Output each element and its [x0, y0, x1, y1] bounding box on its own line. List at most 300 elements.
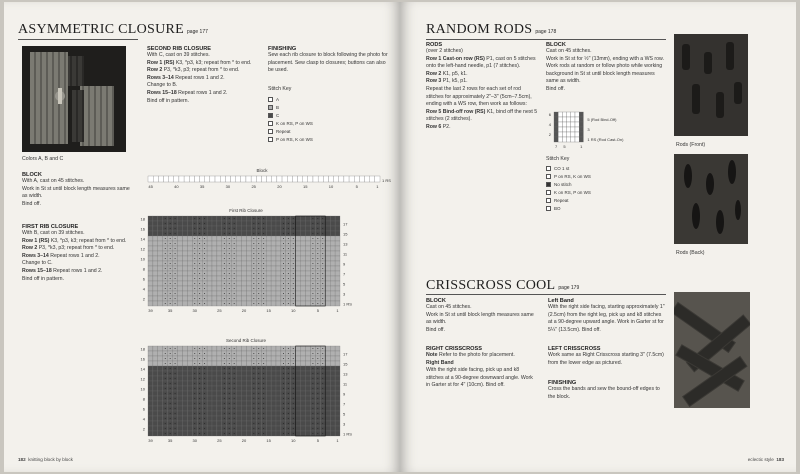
- block-chart-tick-label: 10: [328, 184, 334, 189]
- crisscross-finishing-instructions: [548, 386, 666, 401]
- purl-dot-icon: [229, 278, 230, 279]
- rib-chart-cell: [237, 271, 242, 276]
- purl-dot-icon: [253, 353, 254, 354]
- rib-chart-cell: [207, 301, 212, 306]
- purl-dot-icon: [229, 393, 230, 394]
- rib-chart-cell: [306, 286, 311, 291]
- rib-chart-cell: [276, 366, 281, 371]
- rib-chart-cell: [246, 301, 251, 306]
- rib-chart-cell: [335, 246, 340, 251]
- purl-dot-icon: [317, 218, 318, 219]
- purl-dot-icon: [263, 418, 264, 419]
- block-chart-cell: [153, 176, 158, 182]
- rib-chart-cell: [217, 376, 222, 381]
- rods-front-photo: [674, 34, 748, 136]
- rib-chart-cell: [306, 216, 311, 221]
- rib-chart-cell: [296, 236, 301, 241]
- rib-chart-row-label: 18: [140, 346, 145, 352]
- purl-dot-icon: [229, 298, 230, 299]
- rib-chart-cell: [301, 356, 306, 361]
- block-chart-cell: [236, 176, 241, 182]
- purl-dot-icon: [194, 373, 195, 374]
- stitch-key-item: [546, 197, 656, 205]
- purl-dot-icon: [165, 278, 166, 279]
- rib-chart-cell: [330, 406, 335, 411]
- purl-dot-icon: [322, 228, 323, 229]
- purl-dot-icon: [229, 353, 230, 354]
- purl-dot-icon: [229, 348, 230, 349]
- rods-section: [426, 42, 538, 132]
- rib-chart-cell: [301, 391, 306, 396]
- purl-dot-icon: [317, 248, 318, 249]
- purl-dot-icon: [263, 298, 264, 299]
- rib-chart-row-label: 14: [140, 236, 145, 242]
- purl-dot-icon: [283, 433, 284, 434]
- purl-dot-icon: [170, 263, 171, 264]
- purl-dot-icon: [293, 228, 294, 229]
- left-band-instructions: [548, 304, 666, 334]
- purl-dot-icon: [258, 273, 259, 274]
- rib-chart-cell: [325, 266, 330, 271]
- rib-chart-cell: [217, 426, 222, 431]
- rods-line: Row 5 Bind-off row (RS) K1, bind off the next 5 stitches (2 stitches).: [426, 108, 538, 123]
- rib-chart-cell: [266, 276, 271, 281]
- rib-chart-cell: [187, 411, 192, 416]
- purl-dot-icon: [253, 228, 254, 229]
- stitch-key-swatch-icon: [268, 129, 273, 134]
- rib-chart-cell: [187, 361, 192, 366]
- purl-dot-icon: [234, 293, 235, 294]
- rib-chart-cell: [296, 401, 301, 406]
- purl-dot-icon: [194, 353, 195, 354]
- rib-chart-cell: [271, 266, 276, 271]
- rib-chart-cell: [271, 371, 276, 376]
- purl-dot-icon: [317, 373, 318, 374]
- purl-dot-icon: [170, 373, 171, 374]
- purl-dot-icon: [229, 358, 230, 359]
- purl-dot-icon: [204, 218, 205, 219]
- rib-chart-cell: [276, 416, 281, 421]
- purl-dot-icon: [283, 403, 284, 404]
- purl-dot-icon: [322, 428, 323, 429]
- purl-dot-icon: [199, 253, 200, 254]
- rib-chart-row-label: 8: [142, 266, 145, 272]
- rib-chart-cell: [212, 236, 217, 241]
- purl-dot-icon: [258, 233, 259, 234]
- purl-dot-icon: [317, 303, 318, 304]
- rib-chart-cell: [325, 366, 330, 371]
- purl-dot-icon: [229, 373, 230, 374]
- purl-dot-icon: [322, 383, 323, 384]
- rib-chart-cell: [148, 346, 153, 351]
- rib-chart-cell: [306, 271, 311, 276]
- second-rib-line: Row 1 (RS) K3, *p3, k3; repeat from * to end.: [147, 59, 252, 66]
- stitch-key-item: [268, 112, 388, 120]
- purl-dot-icon: [322, 368, 323, 369]
- rib-chart-cell: [212, 246, 217, 251]
- rib-chart-cell: [335, 271, 340, 276]
- purl-dot-icon: [199, 258, 200, 259]
- block-chart-tick-label: 20: [277, 184, 282, 189]
- purl-dot-icon: [322, 363, 323, 364]
- rib-chart-cell: [325, 346, 330, 351]
- rib-chart-cell: [266, 421, 271, 426]
- purl-dot-icon: [258, 228, 259, 229]
- purl-dot-icon: [175, 298, 176, 299]
- rib-chart-cell: [335, 421, 340, 426]
- rib-chart-cell: [237, 216, 242, 221]
- purl-dot-icon: [322, 373, 323, 374]
- purl-dot-icon: [283, 293, 284, 294]
- rib-chart-cell: [148, 291, 153, 296]
- rib-chart-cell: [217, 241, 222, 246]
- purl-dot-icon: [194, 253, 195, 254]
- purl-dot-icon: [322, 393, 323, 394]
- rods-back-illustration: [674, 154, 748, 244]
- purl-dot-icon: [165, 233, 166, 234]
- purl-dot-icon: [199, 423, 200, 424]
- crisscross-block-section: [426, 298, 538, 334]
- rib-chart-cell: [178, 291, 183, 296]
- purl-dot-icon: [175, 358, 176, 359]
- purl-dot-icon: [293, 243, 294, 244]
- rib-chart-cell: [271, 226, 276, 231]
- rib-chart-cell: [276, 261, 281, 266]
- purl-dot-icon: [253, 248, 254, 249]
- purl-dot-icon: [288, 358, 289, 359]
- rib-chart-cell: [187, 381, 192, 386]
- rib-chart-cell: [207, 291, 212, 296]
- rods-stitch-key: [546, 156, 656, 213]
- purl-dot-icon: [317, 243, 318, 244]
- rib-chart-cell: [335, 386, 340, 391]
- purl-dot-icon: [288, 303, 289, 304]
- rib-chart-cell: [296, 261, 301, 266]
- purl-dot-icon: [283, 243, 284, 244]
- purl-dot-icon: [194, 398, 195, 399]
- purl-dot-icon: [229, 413, 230, 414]
- rib-chart-cell: [178, 361, 183, 366]
- rib-chart-cell: [178, 301, 183, 306]
- rib-chart-cell: [207, 276, 212, 281]
- rib-chart-cell: [217, 301, 222, 306]
- purl-dot-icon: [263, 248, 264, 249]
- title-rule: [426, 39, 666, 40]
- rib-chart-cell: [330, 231, 335, 236]
- rib-chart-cell: [237, 236, 242, 241]
- purl-dot-icon: [253, 373, 254, 374]
- rib-chart-cell: [178, 261, 183, 266]
- title-rule: [18, 39, 138, 40]
- purl-dot-icon: [288, 373, 289, 374]
- rib-chart-cell: [242, 351, 247, 356]
- rib-chart-cell: [148, 376, 153, 381]
- rib-chart-cell: [148, 276, 153, 281]
- purl-dot-icon: [258, 398, 259, 399]
- rib-chart-cell: [237, 366, 242, 371]
- rib-chart-row-label: 13: [343, 241, 348, 247]
- rib-chart-cell: [276, 356, 281, 361]
- purl-dot-icon: [170, 223, 171, 224]
- rib-chart-cell: [242, 291, 247, 296]
- rib-chart-cell: [301, 366, 306, 371]
- purl-dot-icon: [165, 393, 166, 394]
- block-chart: [142, 166, 392, 198]
- block-chart-tick-label: 25: [251, 184, 256, 189]
- purl-dot-icon: [199, 383, 200, 384]
- rib-chart-cell: [217, 221, 222, 226]
- purl-dot-icon: [224, 218, 225, 219]
- rib-chart-cell: [148, 236, 153, 241]
- purl-dot-icon: [317, 288, 318, 289]
- rib-chart-cell: [335, 266, 340, 271]
- purl-dot-icon: [229, 418, 230, 419]
- purl-dot-icon: [293, 293, 294, 294]
- purl-dot-icon: [317, 348, 318, 349]
- rib-chart-row-label: 16: [140, 356, 145, 362]
- purl-dot-icon: [293, 413, 294, 414]
- rod-chart-cell: [571, 137, 575, 142]
- purl-dot-icon: [258, 428, 259, 429]
- rib-chart-cell: [217, 286, 222, 291]
- rib-chart-cell: [335, 416, 340, 421]
- rib-chart-cell: [237, 286, 242, 291]
- rib-chart-cell: [246, 401, 251, 406]
- purl-dot-icon: [253, 398, 254, 399]
- block-chart-cell: [287, 176, 292, 182]
- rib-chart-cell: [178, 236, 183, 241]
- purl-dot-icon: [199, 388, 200, 389]
- purl-dot-icon: [194, 258, 195, 259]
- rods-back-caption: Rods (Back): [676, 250, 705, 256]
- purl-dot-icon: [175, 413, 176, 414]
- block-chart-cell: [205, 176, 210, 182]
- rib-chart-cell: [153, 401, 158, 406]
- rib-chart-cell: [301, 401, 306, 406]
- purl-dot-icon: [258, 248, 259, 249]
- rib-chart-cell: [306, 301, 311, 306]
- purl-dot-icon: [234, 243, 235, 244]
- purl-dot-icon: [224, 433, 225, 434]
- purl-dot-icon: [204, 253, 205, 254]
- purl-dot-icon: [258, 268, 259, 269]
- purl-dot-icon: [253, 388, 254, 389]
- rib-chart-cell: [148, 386, 153, 391]
- rib-chart-cell: [276, 406, 281, 411]
- purl-dot-icon: [234, 368, 235, 369]
- rib-chart-cell: [276, 256, 281, 261]
- purl-dot-icon: [283, 273, 284, 274]
- rib-chart-cell: [237, 396, 242, 401]
- purl-dot-icon: [170, 408, 171, 409]
- rib-chart-cell: [237, 421, 242, 426]
- purl-dot-icon: [263, 423, 264, 424]
- rib-chart-cell: [217, 226, 222, 231]
- purl-dot-icon: [175, 243, 176, 244]
- rib-chart-cell: [212, 271, 217, 276]
- rib-chart-cell: [296, 376, 301, 381]
- purl-dot-icon: [224, 278, 225, 279]
- purl-dot-icon: [165, 303, 166, 304]
- purl-dot-icon: [204, 393, 205, 394]
- rib-chart-cell: [266, 351, 271, 356]
- rib-chart-cell: [325, 301, 330, 306]
- purl-dot-icon: [283, 393, 284, 394]
- rib-chart-cell: [207, 246, 212, 251]
- purl-dot-icon: [204, 348, 205, 349]
- purl-dot-icon: [263, 413, 264, 414]
- block-chart-cell: [251, 176, 256, 182]
- rods-stitch-key-list: [546, 165, 656, 213]
- title-rule: [426, 294, 666, 295]
- rod-chart-tick-label: 1: [580, 144, 583, 149]
- purl-dot-icon: [199, 408, 200, 409]
- stitch-key-label: K on RS, P on WS: [554, 190, 591, 196]
- purl-dot-icon: [170, 358, 171, 359]
- rib-chart-cell: [153, 386, 158, 391]
- rib-chart-cell: [246, 241, 251, 246]
- first-rib-chart-title: First Rib Closure: [229, 208, 263, 213]
- rib-chart-cell: [330, 236, 335, 241]
- rib-chart-cell: [178, 421, 183, 426]
- rib-chart-cell: [325, 296, 330, 301]
- rib-chart-cell: [158, 231, 163, 236]
- rib-chart-cell: [296, 276, 301, 281]
- rib-chart-cell: [212, 416, 217, 421]
- rib-chart-cell: [217, 356, 222, 361]
- purl-dot-icon: [165, 263, 166, 264]
- purl-dot-icon: [258, 403, 259, 404]
- purl-dot-icon: [234, 398, 235, 399]
- stitch-key-swatch-icon: [546, 182, 551, 187]
- rib-chart-cell: [153, 291, 158, 296]
- right-running-head: eclectic style: [747, 457, 774, 462]
- block-chart-grid: [148, 176, 380, 182]
- purl-dot-icon: [199, 293, 200, 294]
- rib-chart-cell: [301, 411, 306, 416]
- rib-chart-cell: [178, 266, 183, 271]
- purl-dot-icon: [258, 238, 259, 239]
- purl-dot-icon: [312, 273, 313, 274]
- rib-chart-cell: [237, 296, 242, 301]
- purl-dot-icon: [322, 298, 323, 299]
- rod-chart-cell: [571, 132, 575, 137]
- purl-dot-icon: [283, 278, 284, 279]
- rib-chart-cell: [306, 236, 311, 241]
- purl-dot-icon: [317, 258, 318, 259]
- rib-chart-cell: [153, 351, 158, 356]
- rib-chart-cell: [217, 401, 222, 406]
- purl-dot-icon: [199, 233, 200, 234]
- purl-dot-icon: [224, 423, 225, 424]
- stitch-key-label: C: [276, 113, 280, 119]
- rib-chart-cell: [158, 386, 163, 391]
- rod-chart-cell: [558, 122, 562, 127]
- purl-dot-icon: [258, 348, 259, 349]
- purl-dot-icon: [234, 258, 235, 259]
- rib-chart-cell: [242, 271, 247, 276]
- purl-dot-icon: [293, 248, 294, 249]
- purl-dot-icon: [234, 273, 235, 274]
- rod-chart-cell: [579, 122, 583, 127]
- rib-chart-cell: [217, 411, 222, 416]
- purl-dot-icon: [204, 243, 205, 244]
- rib-chart-cell: [153, 391, 158, 396]
- stitch-key-label: A: [276, 97, 280, 103]
- purl-dot-icon: [170, 403, 171, 404]
- rods-line: Repeat the last 2 rows for each set of rod stitches for approximately 2"–3" (5cm–7.5cm), ending with a WS row, then work as follows:: [426, 85, 532, 108]
- rib-chart-cell: [212, 406, 217, 411]
- rib-chart-cell: [153, 276, 158, 281]
- stitch-key-swatch-icon: [546, 198, 551, 203]
- purl-dot-icon: [204, 408, 205, 409]
- rib-chart-cell: [246, 291, 251, 296]
- rib-chart-cell: [148, 406, 153, 411]
- purl-dot-icon: [234, 263, 235, 264]
- purl-dot-icon: [258, 378, 259, 379]
- rib-chart-cell: [306, 256, 311, 261]
- rib-chart-cell: [237, 426, 242, 431]
- purl-dot-icon: [229, 408, 230, 409]
- purl-dot-icon: [229, 423, 230, 424]
- purl-dot-icon: [224, 368, 225, 369]
- rib-chart-cell: [271, 416, 276, 421]
- rib-chart-cell: [182, 251, 187, 256]
- purl-dot-icon: [312, 283, 313, 284]
- rod-chart-cell: [571, 112, 575, 117]
- rib-chart-cell: [187, 261, 192, 266]
- rib-chart-cell: [178, 351, 183, 356]
- rib-chart-cell: [178, 371, 183, 376]
- purl-dot-icon: [229, 258, 230, 259]
- rib-chart-cell: [242, 366, 247, 371]
- rib-chart-cell: [266, 251, 271, 256]
- purl-dot-icon: [263, 288, 264, 289]
- rib-chart-cell: [306, 261, 311, 266]
- rib-chart-cell: [296, 291, 301, 296]
- rib-chart-cell: [207, 221, 212, 226]
- first-rib-chart-grid: [148, 216, 340, 306]
- rod-chart: [540, 108, 670, 154]
- purl-dot-icon: [194, 358, 195, 359]
- purl-dot-icon: [312, 368, 313, 369]
- rib-chart-cell: [335, 226, 340, 231]
- rib-chart-cell: [158, 356, 163, 361]
- rib-chart-cell: [217, 291, 222, 296]
- first-rib-line: Bind off in pattern.: [22, 275, 65, 282]
- rib-chart-cell: [242, 296, 247, 301]
- left-crisscross-instructions: [548, 352, 666, 367]
- rib-chart-cell: [246, 231, 251, 236]
- rib-chart-cell: [266, 416, 271, 421]
- rib-chart-cell: [325, 231, 330, 236]
- rib-chart-cell: [246, 226, 251, 231]
- purl-dot-icon: [204, 248, 205, 249]
- rib-chart-cell: [276, 226, 281, 231]
- purl-dot-icon: [204, 383, 205, 384]
- rib-chart-cell: [217, 366, 222, 371]
- purl-dot-icon: [322, 398, 323, 399]
- purl-dot-icon: [204, 423, 205, 424]
- rod-chart-cell: [579, 117, 583, 122]
- purl-dot-icon: [283, 303, 284, 304]
- block-chart-row-label: 1 RS: [382, 178, 391, 183]
- purl-dot-icon: [312, 433, 313, 434]
- purl-dot-icon: [253, 433, 254, 434]
- rib-chart-cell: [242, 356, 247, 361]
- purl-dot-icon: [253, 283, 254, 284]
- rib-chart-cell: [246, 261, 251, 266]
